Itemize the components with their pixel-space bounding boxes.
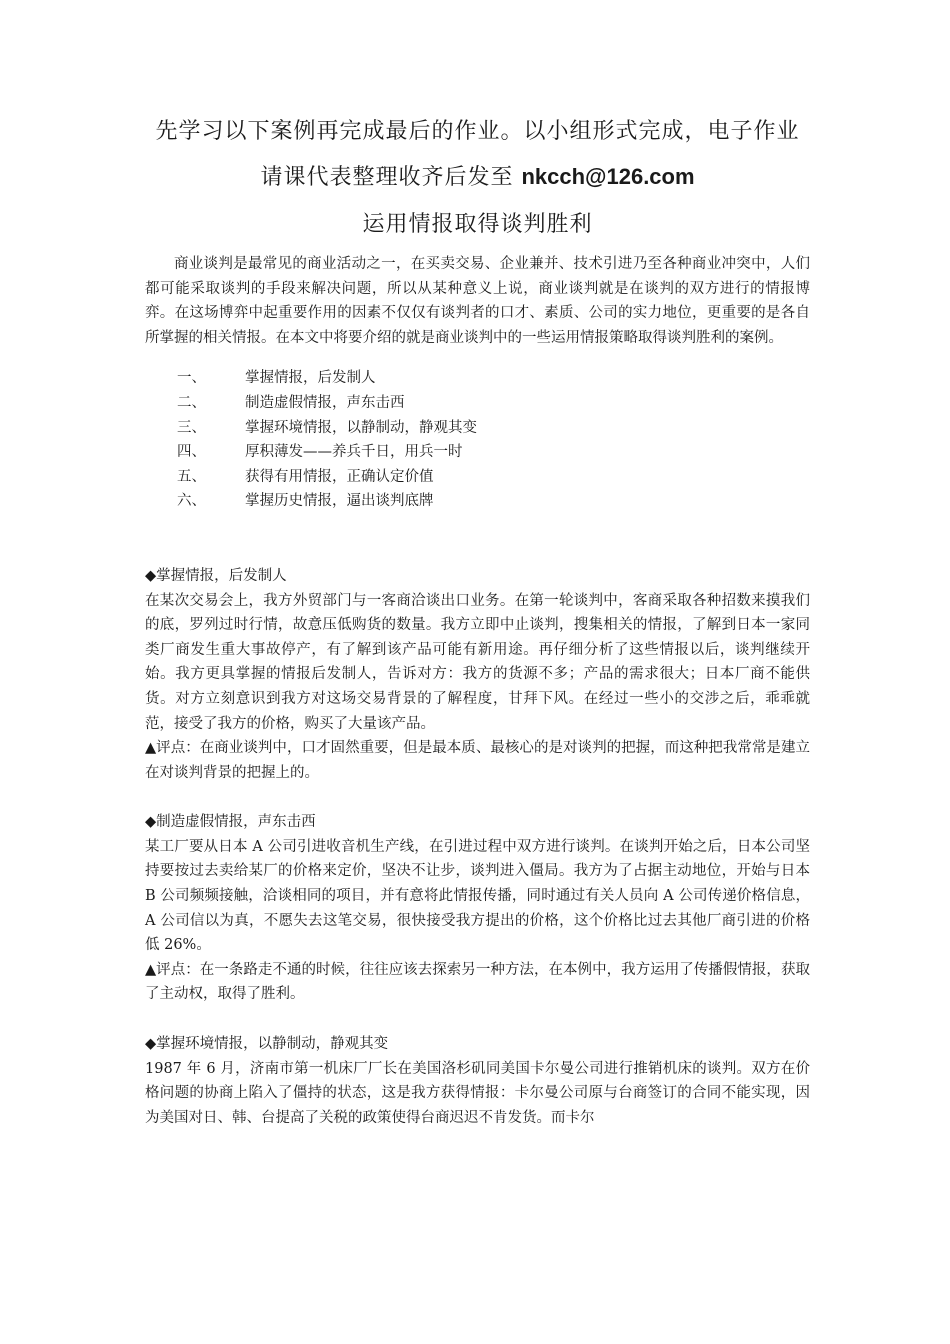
toc-number: 六、 <box>177 493 206 510</box>
case-section-2 <box>145 810 810 1007</box>
toc-number: 三、 <box>177 419 206 436</box>
toc-item <box>177 366 810 391</box>
toc-text: 掌握环境情报，以静制动，静观其变 <box>245 419 477 436</box>
case-section-1 <box>145 564 810 785</box>
toc-item <box>177 465 810 490</box>
toc-number: 二、 <box>177 394 206 411</box>
toc-text: 制造虚假情报，声东击西 <box>245 394 405 411</box>
toc-text: 获得有用情报，正确认定价值 <box>245 468 434 485</box>
instruction-prefix: 请课代表整理收齐后发至 <box>260 165 522 190</box>
assignment-instruction-line-2 <box>145 163 810 192</box>
intro-paragraph: 商业谈判是最常见的商业活动之一，在买卖交易、企业兼并、技术引进乃至各种商业冲突中，人们都可能采取谈判的手段来解决问题，所以从某种意义上说，商业谈判就是在谈判的双方进行的情报博弈。在这场博弈中起重要作用的因素不仅仅有谈判者的口才、素质、公司的实力地位，更重要的是各自所掌握的相关情报。在本文中将要介绍的就是商业谈判中的一些运用情报策略取得谈判胜利的案例。 <box>145 256 810 346</box>
toc-number: 一、 <box>177 370 206 387</box>
case-section-3 <box>145 1032 810 1130</box>
section-title: ◆掌握情报，后发制人 <box>145 567 287 584</box>
toc-number: 四、 <box>177 444 206 461</box>
toc-number: 五、 <box>177 468 206 485</box>
toc-item <box>177 416 810 441</box>
section-body: 在某次交易会上，我方外贸部门与一客商洽谈出口业务。在第一轮谈判中，客商采取各种招数来摸我们的底，罗列过时行情，故意压低购货的数量。我方立即中止谈判，搜集相关的情报，了解到日本一家同类厂商发生重大事故停产，有了解到该产品可能有新用途。再仔细分析了这些情报以后，谈判继续开始。我方更具掌握的情报后发制人，告诉对方：我方的货源不多；产品的需求很大；日本厂商不能供货。对方立刻意识到我方对这场交易背景的了解程度，甘拜下风。在经过一些小的交涉之后，乖乖就范，接受了我方的价格，购买了大量该产品。 <box>145 592 810 732</box>
section-comment: ▲评点：在一条路走不通的时候，往往应该去探索另一种方法，在本例中，我方运用了传播假情报，获取了主动权，取得了胜利。 <box>145 961 810 1003</box>
spacer <box>145 1007 810 1032</box>
section-body: 某工厂要从日本 A 公司引进收音机生产线，在引进过程中双方进行谈判。在谈判开始之后，日本公司坚持要按过去卖给某厂的价格来定价，坚决不让步，谈判进入僵局。我方为了占据主动地位，开始与日本 B 公司频频接触，洽谈相同的项目，并有意将此情报传播，同时通过有关人员向 A 公司传递价格信息，A 公司信以为真，不愿失去这笔交易，很快接受我方提出的价格，这个价格比过去其他厂商引进的价格低 26%。 <box>145 838 810 954</box>
section-title: ◆掌握环境情报，以静制动，静观其变 <box>145 1036 389 1053</box>
document-page <box>145 118 810 1130</box>
toc-item <box>177 440 810 465</box>
email-address[interactable]: nkcch@126.com <box>521 164 695 189</box>
section-body: 1987 年 6 月，济南市第一机床厂厂长在美国洛杉矶同美国卡尔曼公司进行推销机床的谈判。双方在价格问题的协商上陷入了僵持的状态，这是我方获得情报：卡尔曼公司原与台商签订的合同不能实现，因为美国对日、韩、台提高了关税的政策使得台商迟迟不肯发货。而卡尔 <box>145 1060 810 1126</box>
table-of-contents <box>177 366 810 514</box>
section-title: ◆制造虚假情报，声东击西 <box>145 814 316 831</box>
toc-text: 厚积薄发——养兵千日，用兵一时 <box>245 444 463 461</box>
assignment-instruction-line-1: 先学习以下案例再完成最后的作业。以小组形式完成，电子作业 <box>155 119 800 144</box>
toc-text: 掌握历史情报，逼出谈判底牌 <box>245 493 434 510</box>
toc-text: 掌握情报，后发制人 <box>245 370 376 387</box>
spacer <box>145 785 810 810</box>
toc-item <box>177 391 810 416</box>
document-title: 运用情报取得谈判胜利 <box>362 212 593 237</box>
toc-item <box>177 489 810 514</box>
section-comment: ▲评点：在商业谈判中，口才固然重要，但是最本质、最核心的是对谈判的把握，而这种把我常常是建立在对谈判背景的把握上的。 <box>145 740 810 781</box>
spacer <box>145 514 810 564</box>
